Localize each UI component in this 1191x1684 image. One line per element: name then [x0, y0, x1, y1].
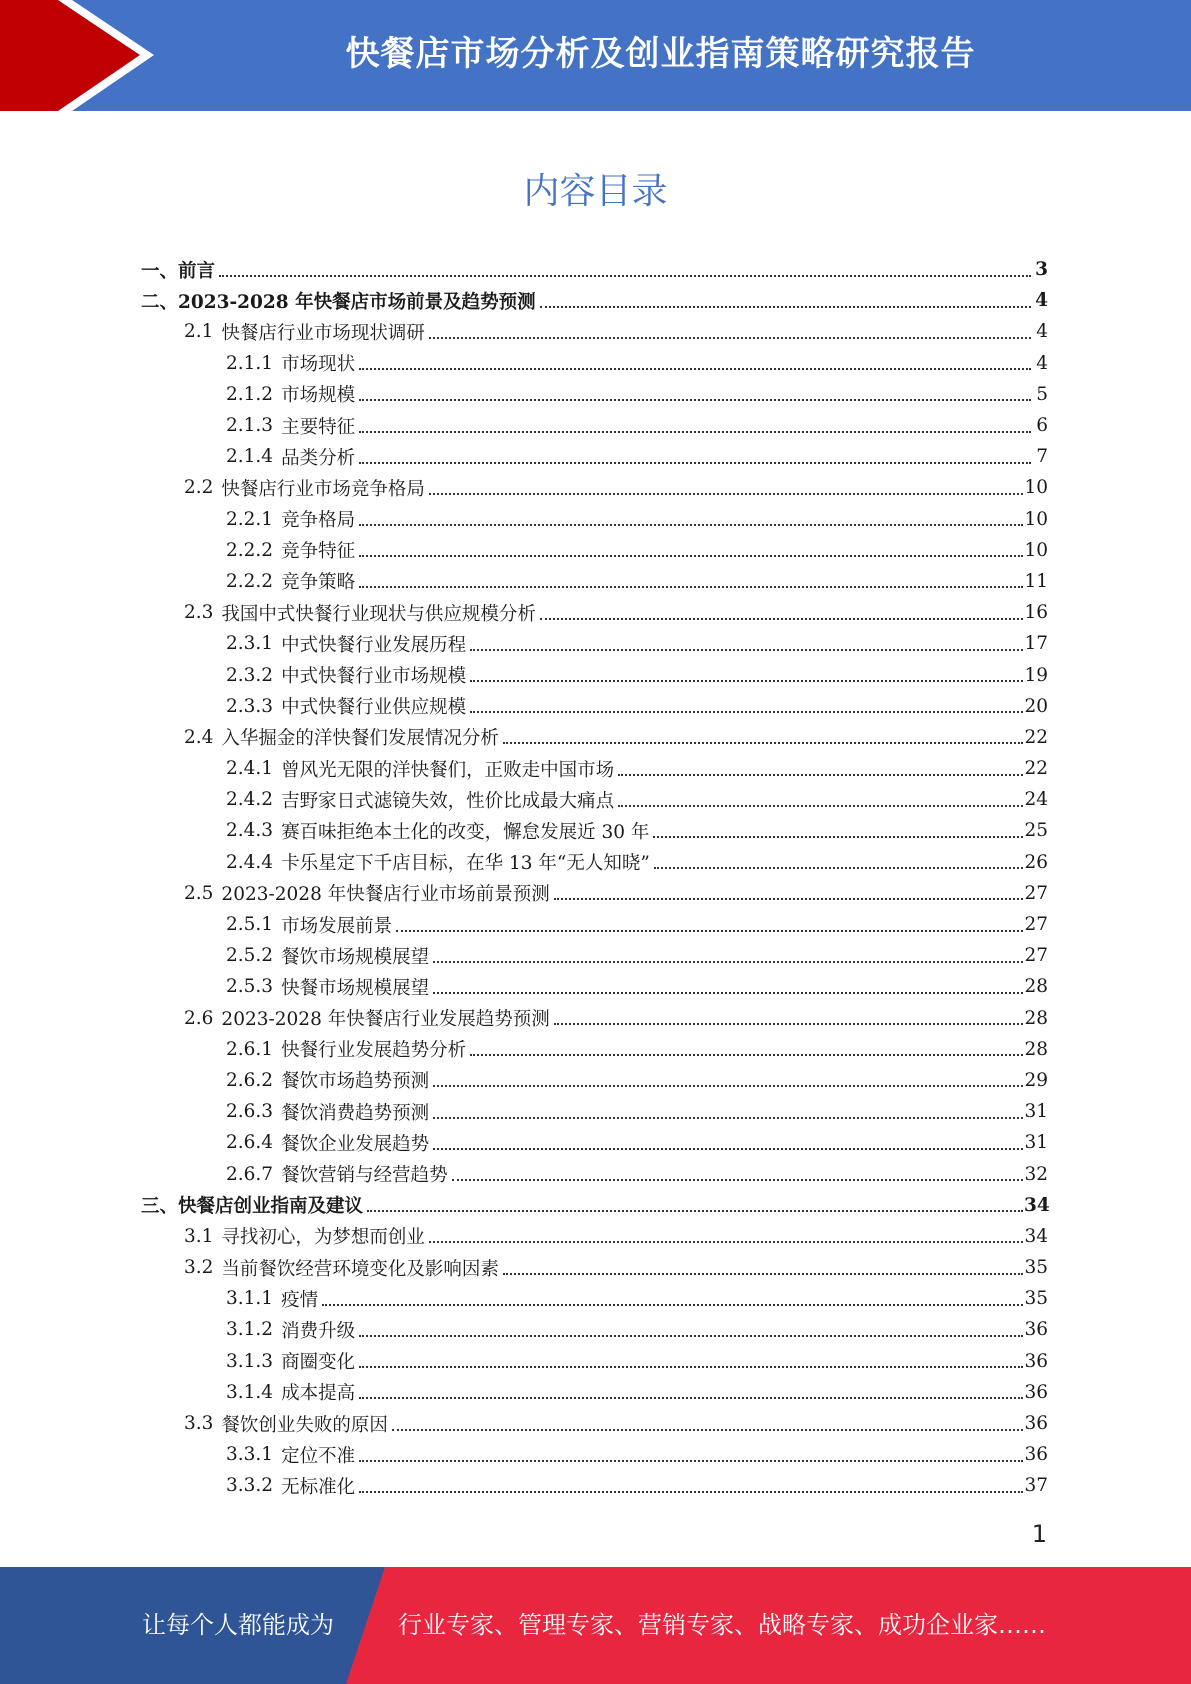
toc-entry[interactable]: [0, 1003, 1191, 1034]
toc-entry-page: 22: [1024, 758, 1048, 780]
toc-entry[interactable]: [0, 940, 1191, 971]
toc-dot-leader: [540, 304, 1031, 308]
toc-entry-page: 6: [1036, 415, 1048, 437]
toc-dot-leader: [359, 397, 1031, 401]
toc-entry-title: 快餐店行业市场现状调研: [221, 322, 425, 344]
toc-dot-leader: [367, 1208, 1023, 1212]
toc-dot-leader: [654, 865, 1023, 869]
toc-entry-number: 2.1.1: [226, 352, 274, 374]
toc-entry-page: 10: [1024, 539, 1048, 561]
toc-entry[interactable]: [0, 285, 1191, 316]
toc-entry-title: 快餐店创业指南及建议: [178, 1196, 364, 1218]
toc-entry-page: 4: [1036, 321, 1048, 343]
toc-entry-number: 2.5.2: [226, 945, 274, 967]
toc-dot-leader: [396, 928, 1023, 932]
toc-entry-number: 2.6: [184, 1007, 214, 1029]
toc-entry-title: 餐饮创业失败的原因: [221, 1414, 388, 1436]
toc-entry-number: 2.3.2: [226, 664, 274, 686]
toc-entry[interactable]: [0, 254, 1191, 285]
toc-entry-title: 入华掘金的洋快餐们发展情况分析: [221, 728, 499, 750]
toc-dot-leader: [429, 335, 1031, 339]
table-of-contents: [0, 254, 1191, 1502]
toc-entry-title: 赛百味拒绝本土化的改变，懈怠发展近 30 年: [281, 821, 650, 843]
toc-entry-page: 27: [1024, 882, 1048, 904]
toc-entry-number: 2.2: [184, 477, 214, 499]
toc-dot-leader: [219, 273, 1031, 277]
toc-entry-title: 寻找初心，为梦想而创业: [221, 1227, 425, 1249]
toc-dot-leader: [452, 1177, 1023, 1181]
toc-entry-page: 26: [1024, 851, 1048, 873]
toc-entry-title: 餐饮企业发展趋势: [281, 1133, 430, 1155]
toc-entry-number: 2.2.2: [226, 570, 274, 592]
toc-entry-page: 36: [1024, 1319, 1048, 1341]
toc-entry-page: 37: [1024, 1475, 1048, 1497]
toc-dot-leader: [359, 1458, 1023, 1462]
toc-entry[interactable]: [0, 1065, 1191, 1096]
toc-entry[interactable]: [0, 1127, 1191, 1158]
toc-entry-title: 2023-2028 年快餐店行业发展趋势预测: [221, 1009, 550, 1031]
footer-slogan-left: 让每个人都能成为: [142, 1611, 334, 1639]
toc-entry-title: 当前餐饮经营环境变化及影响因素: [221, 1258, 499, 1280]
toc-entry-number: 二、: [141, 291, 179, 313]
toc-entry-page: 25: [1024, 820, 1048, 842]
toc-dot-leader: [429, 491, 1023, 495]
toc-entry-page: 7: [1036, 446, 1048, 468]
footer-slogan-right: 行业专家、管理专家、营销专家、战略专家、成功企业家……: [398, 1611, 1046, 1639]
toc-entry-page: 36: [1024, 1350, 1048, 1372]
toc-dot-leader: [359, 429, 1031, 433]
toc-entry[interactable]: [0, 847, 1191, 878]
toc-dot-leader: [359, 460, 1031, 464]
toc-entry-title: 消费升级: [281, 1320, 356, 1342]
toc-entry-title: 竞争策略: [281, 572, 356, 594]
toc-entry-page: 4: [1036, 352, 1048, 374]
report-title: 快餐店市场分析及创业指南策略研究报告: [345, 34, 976, 74]
toc-entry-number: 2.4.4: [226, 851, 274, 873]
toc-entry-page: 35: [1024, 1257, 1048, 1279]
toc-entry-title: 曾风光无限的洋快餐们，正败走中国市场: [281, 759, 615, 781]
toc-entry-number: 3.1: [184, 1225, 214, 1247]
toc-dot-leader: [322, 1302, 1023, 1306]
toc-dot-leader: [359, 1395, 1023, 1399]
toc-entry-page: 16: [1024, 602, 1048, 624]
toc-entry[interactable]: [0, 597, 1191, 628]
toc-entry-page: 36: [1024, 1381, 1048, 1403]
toc-entry-page: 34: [1024, 1225, 1048, 1247]
toc-entry-number: 3.3.1: [226, 1444, 274, 1466]
toc-entry-number: 3.1.3: [226, 1350, 274, 1372]
toc-dot-leader: [653, 834, 1023, 838]
toc-entry-number: 2.6.4: [226, 1132, 274, 1154]
toc-entry-number: 2.1.2: [226, 383, 274, 405]
toc-dot-leader: [503, 1271, 1023, 1275]
toc-entry-number: 三、: [141, 1196, 179, 1218]
toc-dot-leader: [359, 1333, 1023, 1337]
toc-entry-title: 餐饮营销与经营趋势: [281, 1165, 448, 1187]
toc-dot-leader: [470, 1052, 1023, 1056]
toc-entry-title: 商圈变化: [281, 1352, 356, 1374]
toc-entry-title: 定位不准: [281, 1445, 356, 1467]
toc-entry[interactable]: [0, 1283, 1191, 1314]
toc-entry-page: 10: [1024, 508, 1048, 530]
toc-dot-leader: [618, 772, 1023, 776]
toc-entry-page: 32: [1024, 1163, 1048, 1185]
toc-entry[interactable]: [0, 628, 1191, 659]
toc-dot-leader: [359, 1364, 1023, 1368]
toc-entry[interactable]: [0, 1377, 1191, 1408]
toc-entry-page: 28: [1024, 1038, 1048, 1060]
toc-entry-number: 2.4: [184, 726, 214, 748]
toc-entry-page: 27: [1024, 945, 1048, 967]
toc-entry-page: 5: [1036, 383, 1048, 405]
toc-entry[interactable]: [0, 1096, 1191, 1127]
toc-entry[interactable]: [0, 379, 1191, 410]
toc-entry-page: 36: [1024, 1444, 1048, 1466]
toc-dot-leader: [433, 1083, 1023, 1087]
toc-entry[interactable]: [0, 659, 1191, 690]
toc-dot-leader: [359, 366, 1031, 370]
header-banner: [0, 0, 1191, 111]
toc-entry-page: 28: [1024, 976, 1048, 998]
toc-entry-number: 一、: [141, 260, 179, 282]
toc-entry[interactable]: [0, 566, 1191, 597]
toc-entry[interactable]: [0, 410, 1191, 441]
toc-entry-number: 2.6.1: [226, 1038, 274, 1060]
toc-entry-number: 3.1.2: [226, 1319, 274, 1341]
toc-entry[interactable]: [0, 441, 1191, 472]
toc-entry[interactable]: [0, 753, 1191, 784]
toc-entry-number: 3.2: [184, 1257, 214, 1279]
toc-entry[interactable]: [0, 1221, 1191, 1252]
toc-entry-title: 竞争特征: [281, 541, 356, 563]
toc-dot-leader: [359, 522, 1023, 526]
toc-entry-title: 疫情: [281, 1289, 319, 1311]
toc-entry-number: 2.1.3: [226, 415, 274, 437]
toc-dot-leader: [433, 990, 1023, 994]
toc-entry-page: 36: [1024, 1413, 1048, 1435]
toc-entry[interactable]: [0, 1190, 1191, 1221]
toc-entry-title: 吉野家日式滤镜失效，性价比成最大痛点: [281, 790, 615, 812]
toc-entry-title: 品类分析: [281, 447, 356, 469]
toc-entry-number: 2.3.3: [226, 695, 274, 717]
toc-entry-title: 餐饮市场趋势预测: [281, 1071, 430, 1093]
toc-entry-title: 中式快餐行业市场规模: [281, 666, 467, 688]
toc-entry[interactable]: [0, 348, 1191, 379]
toc-entry[interactable]: [0, 909, 1191, 940]
toc-entry-page: 4: [1035, 290, 1048, 312]
toc-entry-title: 2023-2028 年快餐店行业市场前景预测: [221, 884, 550, 906]
toc-entry-title: 我国中式快餐行业现状与供应规模分析: [221, 603, 536, 625]
toc-entry[interactable]: [0, 1252, 1191, 1283]
toc-entry-title: 卡乐星定下千店目标，在华 13 年“无人知晓”: [281, 853, 650, 875]
toc-entry-page: 19: [1024, 664, 1048, 686]
toc-entry-number: 2.2.1: [226, 508, 274, 530]
toc-dot-leader: [359, 584, 1023, 588]
toc-entry-number: 2.4.1: [226, 758, 274, 780]
toc-entry-page: 10: [1024, 477, 1048, 499]
toc-entry-page: 34: [1024, 1194, 1050, 1216]
toc-entry-title: 市场规模: [281, 385, 356, 407]
toc-entry[interactable]: [0, 1034, 1191, 1065]
toc-entry-title: 无标准化: [281, 1476, 356, 1498]
toc-entry-number: 2.1.4: [226, 446, 274, 468]
toc-dot-leader: [540, 616, 1023, 620]
toc-entry-number: 2.3: [184, 602, 214, 624]
header-arrow-decoration: [0, 0, 160, 111]
toc-entry-number: 2.6.7: [226, 1163, 274, 1185]
toc-entry-page: 11: [1024, 570, 1048, 592]
toc-entry-page: 31: [1024, 1132, 1048, 1154]
toc-dot-leader: [554, 1021, 1023, 1025]
toc-entry-number: 3.3: [184, 1413, 214, 1435]
toc-dot-leader: [618, 803, 1023, 807]
toc-dot-leader: [433, 1115, 1023, 1119]
toc-dot-leader: [554, 896, 1023, 900]
toc-entry-number: 3.1.4: [226, 1381, 274, 1403]
toc-entry-number: 3.3.2: [226, 1475, 274, 1497]
toc-dot-leader: [433, 959, 1023, 963]
toc-entry[interactable]: [0, 1158, 1191, 1189]
footer-banner: [0, 1567, 1191, 1684]
toc-entry[interactable]: [0, 472, 1191, 503]
toc-entry-title: 市场现状: [281, 354, 356, 376]
toc-entry-number: 2.5.1: [226, 914, 274, 936]
toc-entry[interactable]: [0, 878, 1191, 909]
toc-entry-title: 中式快餐行业供应规模: [281, 697, 467, 719]
toc-entry-number: 2.5: [184, 882, 214, 904]
toc-entry[interactable]: [0, 535, 1191, 566]
toc-entry-title: 餐饮消费趋势预测: [281, 1102, 430, 1124]
toc-entry[interactable]: [0, 1439, 1191, 1470]
toc-entry-title: 快餐店行业市场竞争格局: [221, 478, 425, 500]
toc-dot-leader: [359, 553, 1023, 557]
toc-dot-leader: [359, 1489, 1023, 1493]
toc-entry[interactable]: [0, 316, 1191, 347]
toc-entry[interactable]: [0, 1314, 1191, 1345]
toc-dot-leader: [429, 1239, 1023, 1243]
toc-heading: 内容目录: [523, 171, 668, 212]
toc-entry-page: 29: [1024, 1069, 1048, 1091]
toc-entry-number: 2.3.1: [226, 633, 274, 655]
toc-entry-number: 2.5.3: [226, 976, 274, 998]
toc-entry-page: 3: [1035, 259, 1048, 281]
toc-entry-page: 20: [1024, 695, 1048, 717]
toc-entry[interactable]: [0, 815, 1191, 846]
toc-entry-page: 24: [1024, 789, 1048, 811]
toc-entry-title: 2023-2028 年快餐店市场前景及趋势预测: [178, 291, 536, 313]
toc-dot-leader: [503, 740, 1023, 744]
toc-dot-leader: [470, 647, 1023, 651]
toc-entry[interactable]: [0, 1408, 1191, 1439]
toc-entry-number: 2.4.3: [226, 820, 274, 842]
toc-dot-leader: [470, 709, 1023, 713]
toc-entry-number: 2.2.2: [226, 539, 274, 561]
toc-entry-number: 3.1.1: [226, 1288, 274, 1310]
toc-entry-title: 前言: [178, 260, 216, 282]
toc-entry-page: 31: [1024, 1101, 1048, 1123]
toc-dot-leader: [470, 678, 1023, 682]
toc-entry[interactable]: [0, 1470, 1191, 1501]
toc-entry-number: 2.1: [184, 321, 214, 343]
toc-entry-number: 2.4.2: [226, 789, 274, 811]
toc-entry-page: 28: [1024, 1007, 1048, 1029]
toc-entry-title: 市场发展前景: [281, 915, 393, 937]
toc-entry-page: 22: [1024, 726, 1048, 748]
toc-dot-leader: [433, 1146, 1023, 1150]
toc-entry-title: 成本提高: [281, 1383, 356, 1405]
toc-entry-title: 中式快餐行业发展历程: [281, 634, 467, 656]
toc-entry[interactable]: [0, 722, 1191, 753]
toc-entry-title: 快餐行业发展趋势分析: [281, 1040, 467, 1062]
toc-dot-leader: [392, 1427, 1023, 1431]
toc-entry-title: 竞争格局: [281, 510, 356, 532]
toc-entry[interactable]: [0, 691, 1191, 722]
toc-entry-number: 2.6.2: [226, 1069, 274, 1091]
toc-entry-title: 餐饮市场规模展望: [281, 946, 430, 968]
toc-entry-page: 35: [1024, 1288, 1048, 1310]
page-number: 1: [1031, 1520, 1047, 1548]
toc-entry-title: 主要特征: [281, 416, 356, 438]
toc-entry-page: 27: [1024, 914, 1048, 936]
toc-entry[interactable]: [0, 504, 1191, 535]
toc-entry[interactable]: [0, 784, 1191, 815]
toc-entry[interactable]: [0, 1346, 1191, 1377]
toc-entry-page: 17: [1024, 633, 1048, 655]
toc-entry-number: 2.6.3: [226, 1101, 274, 1123]
toc-entry[interactable]: [0, 971, 1191, 1002]
toc-entry-title: 快餐市场规模展望: [281, 977, 430, 999]
